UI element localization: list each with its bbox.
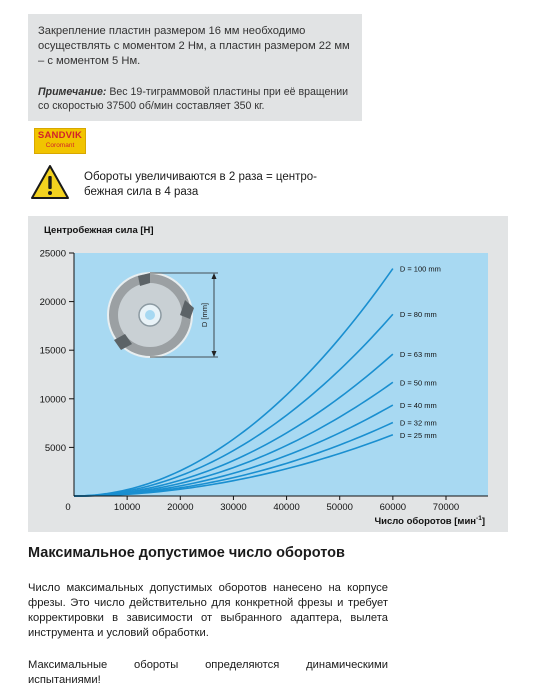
cutter-hole	[145, 310, 155, 320]
sandvik-logo	[34, 128, 86, 154]
x-tick-label: 60000	[379, 502, 407, 513]
x-tick-label: 0	[65, 502, 71, 513]
x-tick-label: 10000	[113, 502, 141, 513]
note-box	[28, 14, 362, 121]
y-tick-label: 5000	[44, 442, 66, 454]
warning-triangle-icon	[30, 164, 70, 200]
x-tick-label: 70000	[432, 502, 460, 513]
x-axis-label-main: Число оборотов [мин	[374, 516, 477, 527]
x-tick-label: 40000	[273, 502, 300, 513]
x-axis-label	[374, 515, 485, 527]
x-tick-label: 30000	[220, 502, 247, 513]
y-tick-label: 15000	[39, 345, 66, 357]
section-paragraph-2: Максимальные обороты определяются динамическими испытаниями!	[28, 659, 388, 686]
section-title: Максимальное допустимое число оборотов	[28, 545, 345, 561]
x-axis-label-sup: -1	[476, 515, 482, 522]
x-tick-label: 50000	[326, 502, 353, 513]
series-label: D = 25 mm	[399, 430, 437, 440]
chart-panel	[28, 216, 508, 532]
series-label: D = 100 mm	[399, 264, 441, 274]
x-axis-label-close: ]	[481, 516, 485, 527]
series-label: D = 50 mm	[399, 378, 437, 388]
x-tick-label: 20000	[167, 502, 194, 513]
y-tick-label: 10000	[39, 394, 66, 406]
warning-text: Обороты увеличиваются в 2 раза = центро-бежная сила в 4 раза	[84, 171, 317, 198]
y-tick-label: 25000	[39, 248, 66, 260]
y-tick-label: 20000	[39, 297, 66, 309]
inset-dimension-label: D [mm]	[200, 302, 209, 328]
note-text: Вес 19-тиграммовой пластины при её вращении со скоростью 37500 об/мин составляет 350 кг.	[38, 86, 349, 112]
series-label: D = 32 mm	[399, 418, 437, 428]
series-label: D = 63 mm	[399, 350, 437, 360]
note-paragraph-torque: Закрепление пластин размером 16 мм необходимо осуществлять с моментом 2 Нм, а пластин размером 22 мм – с моментом 5 Нм.	[38, 25, 350, 67]
y-axis-label: Центробежная сила [Н]	[44, 225, 154, 236]
logo-subbrand: Coromant	[45, 142, 75, 149]
note-paragraph-weight	[38, 85, 358, 113]
series-label: D = 40 mm	[399, 401, 437, 411]
series-label: D = 80 mm	[399, 310, 437, 320]
note-label: Примечание:	[38, 86, 107, 98]
centrifugal-force-chart	[28, 216, 508, 532]
section-paragraph-1: Число максимальных допустимых оборотов нанесено на корпусе фрезы. Это число действительно для конкретной фрезы и требует корректировки в зависимости от выбранного адаптера, вылета инструмента и условий обработки.	[28, 582, 388, 639]
logo-brand: SANDVIK	[37, 130, 83, 141]
